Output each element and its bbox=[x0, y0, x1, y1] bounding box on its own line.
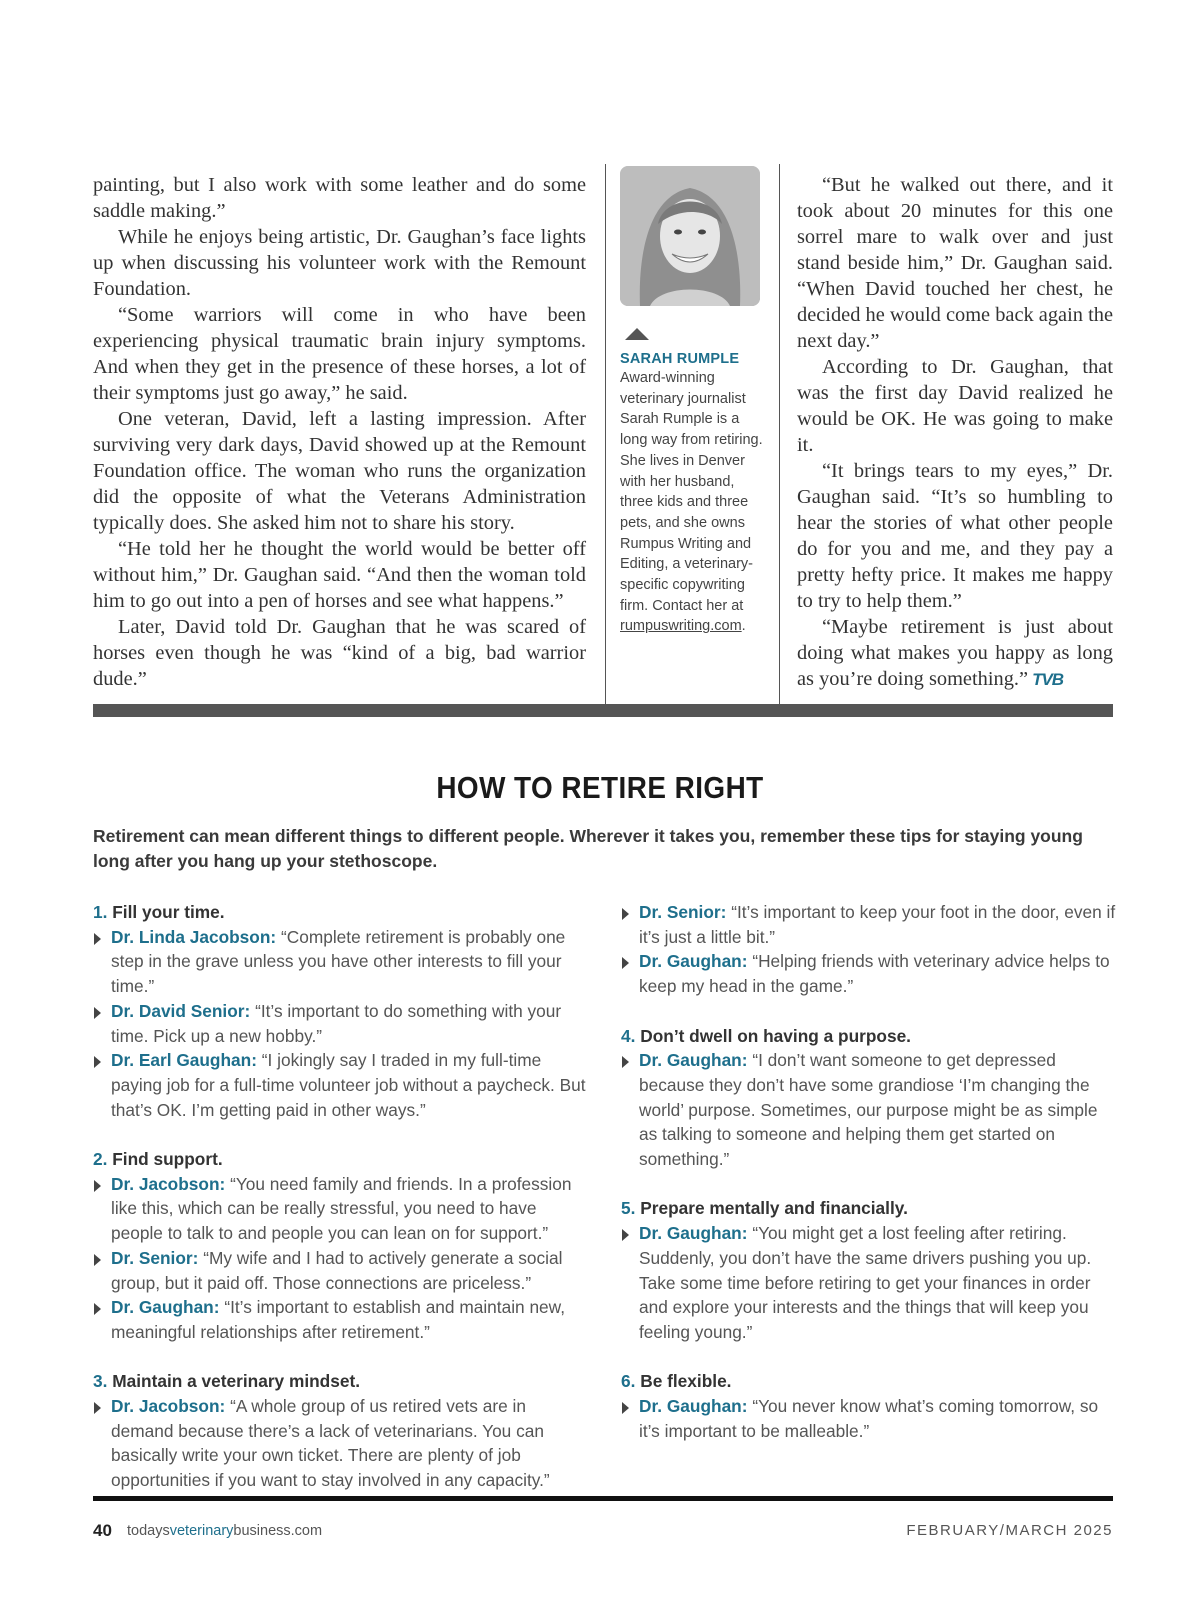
section-divider-bar bbox=[93, 704, 1113, 717]
site-url-suffix: business.com bbox=[233, 1523, 323, 1539]
tip-heading bbox=[93, 1369, 593, 1394]
triangle-bullet-icon bbox=[94, 1180, 101, 1192]
quote-speaker: Dr. Linda Jacobson: bbox=[111, 926, 277, 947]
quote-text: “It’s important to keep your foot in the door, even if it’s just a little bit.” bbox=[639, 902, 1116, 947]
tvb-end-mark-icon: TVB bbox=[1032, 670, 1064, 689]
tip-title: Be flexible. bbox=[640, 1371, 732, 1392]
triangle-bullet-icon bbox=[94, 1254, 101, 1266]
author-website-link[interactable]: rumpuswriting.com bbox=[620, 618, 742, 635]
tip-number: 4. bbox=[621, 1025, 636, 1046]
tip-quote bbox=[93, 1246, 593, 1295]
quote-speaker: Dr. Jacobson: bbox=[111, 1173, 226, 1194]
triangle-bullet-icon bbox=[94, 933, 101, 945]
quote-speaker: Dr. Gaughan: bbox=[639, 1396, 748, 1417]
site-url-prefix: todays bbox=[127, 1523, 170, 1539]
tip-quote bbox=[93, 925, 593, 999]
tip-heading bbox=[93, 1147, 593, 1172]
author-photo bbox=[620, 166, 760, 306]
quote-text: “I jokingly say I traded in my full-time paying job for a full-time volunteer job without a paycheck. But that’s OK. I’m getting paid in other ways.” bbox=[111, 1050, 586, 1120]
tip-heading bbox=[621, 1196, 1118, 1221]
column-divider bbox=[605, 164, 606, 706]
triangle-bullet-icon bbox=[622, 1402, 629, 1414]
tip-heading bbox=[621, 1369, 1118, 1394]
quote-text: “Complete retirement is probably one step in the grave unless you have other interests to fill your time.” bbox=[111, 926, 566, 997]
article-paragraph-text: “Maybe retirement is just about doing what makes you happy as long as you’re doing something.” bbox=[797, 616, 1113, 690]
quote-speaker: Dr. Senior: bbox=[111, 1247, 199, 1268]
tip-quote bbox=[621, 1221, 1118, 1345]
column-divider bbox=[779, 164, 780, 706]
tips-column-left bbox=[93, 900, 593, 1518]
quote-speaker: Dr. Gaughan: bbox=[111, 1297, 220, 1318]
tip-quote bbox=[621, 1048, 1118, 1172]
quote-speaker: Dr. Earl Gaughan: bbox=[111, 1050, 257, 1071]
quote-text: “You need family and friends. In a profession like this, which can be really stressful, you need to have people to talk to and people you can lean on for support.” bbox=[111, 1173, 572, 1244]
tip-title: Don’t dwell on having a purpose. bbox=[640, 1025, 911, 1046]
tip-title: Fill your time. bbox=[112, 902, 225, 922]
quote-text: “I don’t want someone to get depressed because they don’t have some grandiose ‘I’m changing the world’ purpose. Sometimes, our purpose might be as simple as talking to someone and helping them get started on something.” bbox=[639, 1050, 1098, 1170]
article-paragraph: According to Dr. Gaughan, that was the first day David realized he would be OK. He was going to make it. bbox=[797, 356, 1113, 456]
tip-number: 2. bbox=[93, 1149, 108, 1170]
author-box bbox=[620, 166, 766, 637]
tips-column-right bbox=[621, 900, 1118, 1468]
article-paragraph: While he enjoys being artistic, Dr. Gaughan’s face lights up when discussing his volunteer work with the Remount Foundation. bbox=[93, 226, 586, 300]
quote-speaker: Dr. Senior: bbox=[639, 902, 727, 922]
tip-6 bbox=[621, 1369, 1118, 1443]
triangle-bullet-icon bbox=[94, 1007, 101, 1019]
tip-quote bbox=[93, 1295, 593, 1344]
article-paragraph: “He told her he thought the world would be better off without him,” Dr. Gaughan said. “And then the woman told him to go out into a pen of horses and see what happens.” bbox=[93, 538, 586, 612]
tip-heading bbox=[621, 1024, 1118, 1049]
author-bio-suffix: . bbox=[741, 618, 746, 635]
quote-speaker: Dr. Gaughan: bbox=[639, 951, 748, 972]
sidebar-intro: Retirement can mean different things to different people. Wherever it takes you, remember these tips for staying young long after you hang up your stethoscope. bbox=[93, 826, 1083, 871]
triangle-bullet-icon bbox=[622, 957, 629, 969]
tip-quote bbox=[93, 1048, 593, 1122]
site-url[interactable] bbox=[127, 1523, 322, 1539]
tip-2 bbox=[93, 1147, 593, 1345]
triangle-bullet-icon bbox=[94, 1402, 101, 1414]
tip-quote bbox=[93, 1172, 593, 1246]
author-name: SARAH RUMPLE bbox=[620, 351, 740, 367]
quote-text: “You might get a lost feeling after retiring. Suddenly, you don’t have the same drivers pushing you up. Take some time before retiring to get your finances in order and explore your interests and the things that will keep you feeling young.” bbox=[639, 1223, 1092, 1342]
triangle-bullet-icon bbox=[622, 1056, 629, 1068]
article-paragraph bbox=[797, 614, 1113, 693]
triangle-bullet-icon bbox=[622, 1229, 629, 1241]
tip-5 bbox=[621, 1196, 1118, 1344]
triangle-bullet-icon bbox=[94, 1303, 101, 1315]
article-left-column bbox=[93, 172, 586, 692]
caret-up-icon bbox=[625, 328, 649, 340]
quote-text: “My wife and I had to actively generate a social group, but it paid off. Those connections are priceless.” bbox=[111, 1247, 563, 1293]
tip-quote bbox=[93, 1394, 593, 1493]
issue-date: FEBRUARY/MARCH 2025 bbox=[906, 1522, 1113, 1539]
article-paragraph: “But he walked out there, and it took about 20 minutes for this one sorrel mare to walk over and just stand beside him,” Dr. Gaughan said. “When David touched her chest, he decided he would come back again the next day.” bbox=[797, 174, 1113, 352]
site-url-mid: veterinary bbox=[169, 1523, 234, 1539]
article-paragraph: Later, David told Dr. Gaughan that he was scared of horses even though he was “kind of a big, bad warrior dude.” bbox=[93, 616, 586, 690]
tip-3 bbox=[93, 1369, 593, 1493]
quote-text: “You never know what’s coming tomorrow, so it’s important to be malleable.” bbox=[639, 1396, 1099, 1441]
tip-number: 1. bbox=[93, 902, 108, 922]
quote-speaker: Dr. David Senior: bbox=[111, 1000, 251, 1021]
tip-number: 3. bbox=[93, 1371, 108, 1392]
triangle-bullet-icon bbox=[94, 1056, 101, 1068]
tip-number: 5. bbox=[621, 1198, 636, 1219]
tip-title: Find support. bbox=[112, 1149, 223, 1170]
tip-quote bbox=[93, 999, 593, 1048]
quote-speaker: Dr. Gaughan: bbox=[639, 1050, 748, 1071]
tip-4 bbox=[621, 1024, 1118, 1172]
author-portrait-icon bbox=[620, 166, 760, 306]
article-paragraph: painting, but I also work with some leather and do some saddle making.” bbox=[93, 174, 586, 222]
footer-rule bbox=[93, 1496, 1113, 1501]
quote-speaker: Dr. Jacobson: bbox=[111, 1396, 226, 1417]
quote-text: “Helping friends with veterinary advice helps to keep my head in the game.” bbox=[639, 951, 1110, 997]
tip-quote bbox=[621, 949, 1118, 998]
tip-heading bbox=[93, 900, 593, 925]
author-bio bbox=[620, 368, 766, 637]
article-paragraph: “It brings tears to my eyes,” Dr. Gaughan said. “It’s so humbling to hear the stories of what other people do for you and me, and they pay a pretty hefty price. It makes me happy to try to help them.” bbox=[797, 460, 1113, 612]
triangle-bullet-icon bbox=[622, 908, 629, 920]
quote-text: “It’s important to do something with your time. Pick up a new hobby.” bbox=[111, 1000, 562, 1046]
page-number: 40 bbox=[93, 1521, 112, 1540]
article-paragraph: “Some warriors will come in who have been experiencing physical traumatic brain injury symptoms. And when they get in the presence of these horses, a lot of their symptoms just go away,” he said. bbox=[93, 304, 586, 404]
article-right-column bbox=[797, 172, 1113, 693]
article-paragraph: One veteran, David, left a lasting impression. After surviving very dark days, David showed up at the Remount Foundation office. The woman who runs the organization did the opposite of what the Veterans Administration typically does. She asked him not to share his story. bbox=[93, 408, 586, 534]
tip-1 bbox=[93, 900, 593, 1122]
quote-text: “A whole group of us retired vets are in demand because there’s a lack of veterinarians. You can basically write your own ticket. There are plenty of job opportunities if you want to stay involved in any capacity.” bbox=[111, 1396, 550, 1491]
tip-title: Prepare mentally and financially. bbox=[640, 1198, 908, 1219]
tip-quote bbox=[621, 1394, 1118, 1443]
tip-title: Maintain a veterinary mindset. bbox=[112, 1371, 361, 1392]
quote-speaker: Dr. Gaughan: bbox=[639, 1223, 748, 1244]
tip-number: 6. bbox=[621, 1371, 636, 1392]
author-bio-text: Award-winning veterinary journalist Sarah Rumple is a long way from retiring. She lives in Denver with her husband, three kids and three pets, and she owns Rumpus Writing and Editing, a veterinary-specific copywriting firm. Contact her at bbox=[620, 370, 763, 614]
quote-text: “It’s important to establish and maintain new, meaningful relationships after retirement.” bbox=[111, 1297, 566, 1342]
tip-quote bbox=[621, 900, 1118, 949]
tip-3-continued bbox=[621, 900, 1118, 999]
sidebar-title: HOW TO RETIRE RIGHT bbox=[436, 770, 764, 805]
